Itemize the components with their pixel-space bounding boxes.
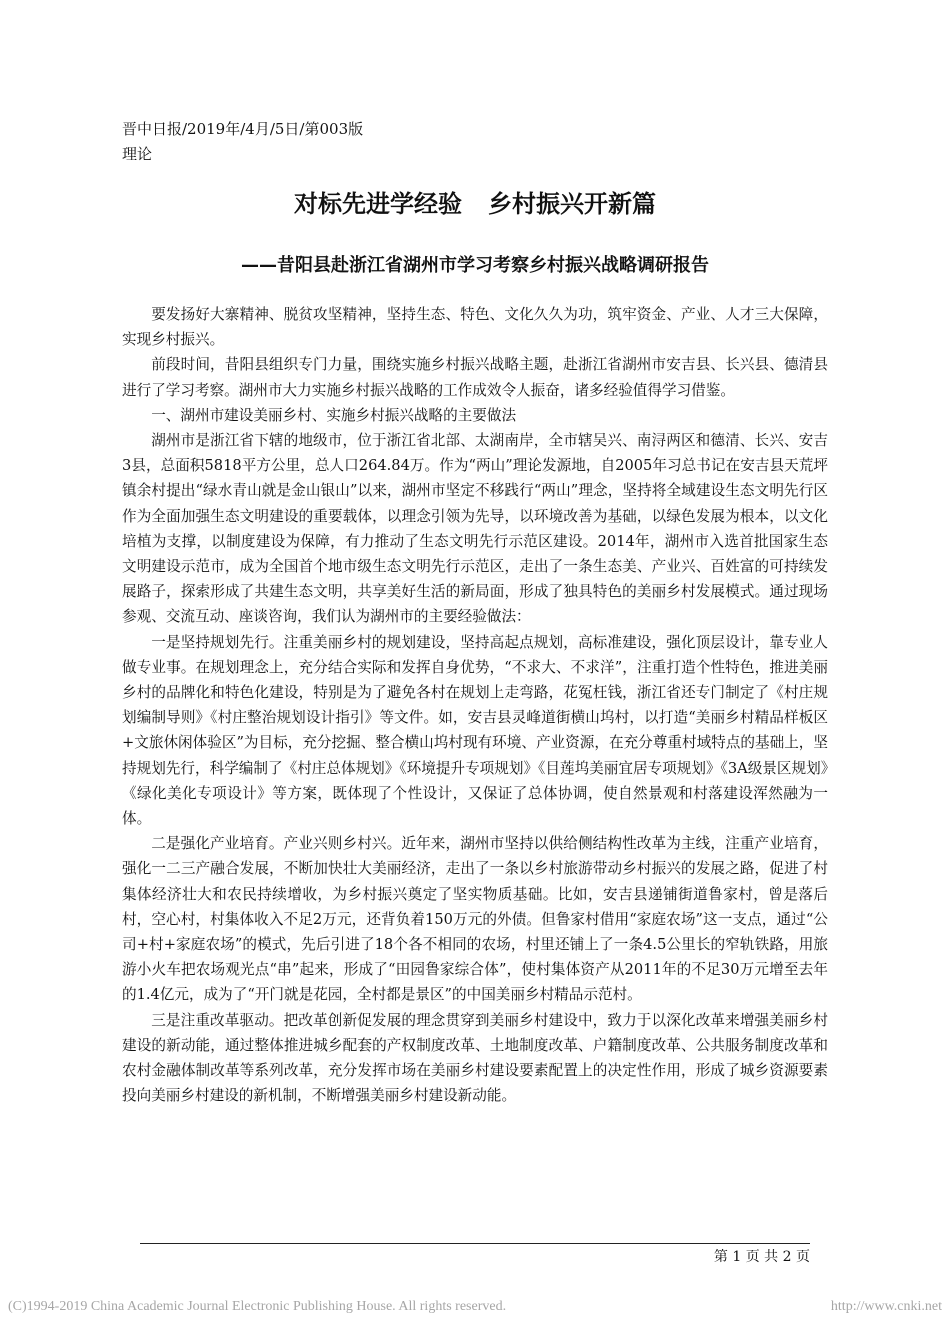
paragraph: 一是坚持规划先行。注重美丽乡村的规划建设，坚持高起点规划，高标准建设，强化顶层设计，靠专业人做专业事。在规划理念上，充分结合实际和发挥自身优势，“不求大、不求洋”，注重打造个性特色，推进美丽乡村的品牌化和特色化建设，特别是为了避免各村在规划上走弯路，花冤枉钱，浙江省还专门制定了《村庄规划编制导则》《村庄整治规划设计指引》等文件。如，安吉县灵峰道街横山坞村，以打造“美丽乡村精品样板区+文旅休闲体验区”为目标，充分挖掘、整合横山坞村现有环境、产业资源，在充分尊重村域特点的基础上，坚持规划先行，科学编制了《村庄总体规划》《环境提升专项规划》《目莲坞美丽宜居专项规划》《3A级景区规划》《绿化美化专项设计》等方案，既体现了个性设计，又保证了总体协调，使自然景观和村落建设浑然融为一体。 <box>122 633 828 828</box>
paragraph: 要发扬好大寨精神、脱贫攻坚精神，坚持生态、特色、文化久久为功，筑牢资金、产业、人才三大保障，实现乡村振兴。 <box>122 306 828 349</box>
page-number: 第 1 页 共 2 页 <box>713 1249 810 1265</box>
paragraph: 湖州市是浙江省下辖的地级市，位于浙江省北部、太湖南岸，全市辖吴兴、南浔两区和德清、长兴、安吉3县，总面积5818平方公里，总人口264.84万。作为“两山”理论发源地，自2005年习总书记在安吉县天荒坪镇余村提出“绿水青山就是金山银山”以来，湖州市坚定不移践行“两山”理念，坚持将全域建设生态文明先行区作为全面加强生态文明建设的重要载体，以理念引领为先导，以环境改善为基础，以绿色发展为根本，以文化培植为支撑，以制度建设为保障，有力推动了生态文明先行示范区建设。2014年，湖州市入选首批国家生态文明建设示范市，成为全国首个地市级生态文明先行示范区，走出了一条生态美、产业兴、百姓富的可持续发展路子，探索形成了共建生态文明，共享美好生活的新局面，形成了独具特色的美丽乡村发展模式。通过现场参观、交流互动、座谈咨询，我们认为湖州市的主要经验做法： <box>122 432 828 626</box>
section-label: 理论 <box>122 145 153 163</box>
source-line: 晋中日报/2019年/4月/5日/第003版 <box>122 120 364 138</box>
cnki-link[interactable]: http://www.cnki.net <box>830 1299 942 1314</box>
paragraph: 三是注重改革驱动。把改革创新促发展的理念贯穿到美丽乡村建设中，致力于以深化改革来增强美丽乡村建设的新动能，通过整体推进城乡配套的产权制度改革、土地制度改革、户籍制度改革、公共服务制度改革和农村金融体制改革等系列改革，充分发挥市场在美丽乡村建设要素配置上的决定性作用，形成了城乡资源要素投向美丽乡村建设的新机制，不断增强美丽乡村建设新动能。 <box>122 1011 828 1105</box>
footer-divider <box>140 1243 810 1244</box>
title-part-2: 乡村振兴开新篇 <box>488 190 656 218</box>
article-body <box>122 302 828 1109</box>
title-part-1: 对标先进学经验 <box>294 190 462 218</box>
section-heading: 一、湖州市建设美丽乡村、实施乡村振兴战略的主要做法 <box>151 406 517 424</box>
paragraph: 前段时间，昔阳县组织专门力量，围绕实施乡村振兴战略主题，赴浙江省湖州市安吉县、长兴县、德清县进行了学习考察。湖州市大力实施乡村振兴战略的工作成效令人振奋，诸多经验值得学习借鉴。 <box>122 356 828 399</box>
article-title <box>0 188 950 220</box>
article-meta <box>122 117 363 167</box>
copyright-notice: (C)1994-2019 China Academic Journal Electronic Publishing House. All rights reserved. <box>8 1299 507 1314</box>
article-subtitle: ——昔阳县赴浙江省湖州市学习考察乡村振兴战略调研报告 <box>241 255 709 276</box>
paragraph: 二是强化产业培育。产业兴则乡村兴。近年来，湖州市坚持以供给侧结构性改革为主线，注重产业培育，强化一二三产融合发展，不断加快壮大美丽经济，走出了一条以乡村旅游带动乡村振兴的发展之路，促进了村集体经济壮大和农民持续增收，为乡村振兴奠定了坚实物质基础。比如，安吉县递铺街道鲁家村，曾是落后村，空心村，村集体收入不足2万元，还背负着150万元的外债。但鲁家村借用“家庭农场”这一支点，通过“公司+村+家庭农场”的模式，先后引进了18个各不相同的农场，村里还铺上了一条4.5公里长的窄轨铁路，用旅游小火车把农场观光点“串”起来，形成了“田园鲁家综合体”，使村集体资产从2011年的不足30万元增至去年的1.4亿元，成为了“开门就是花园，全村都是景区”的中国美丽乡村精品示范村。 <box>122 835 828 1004</box>
